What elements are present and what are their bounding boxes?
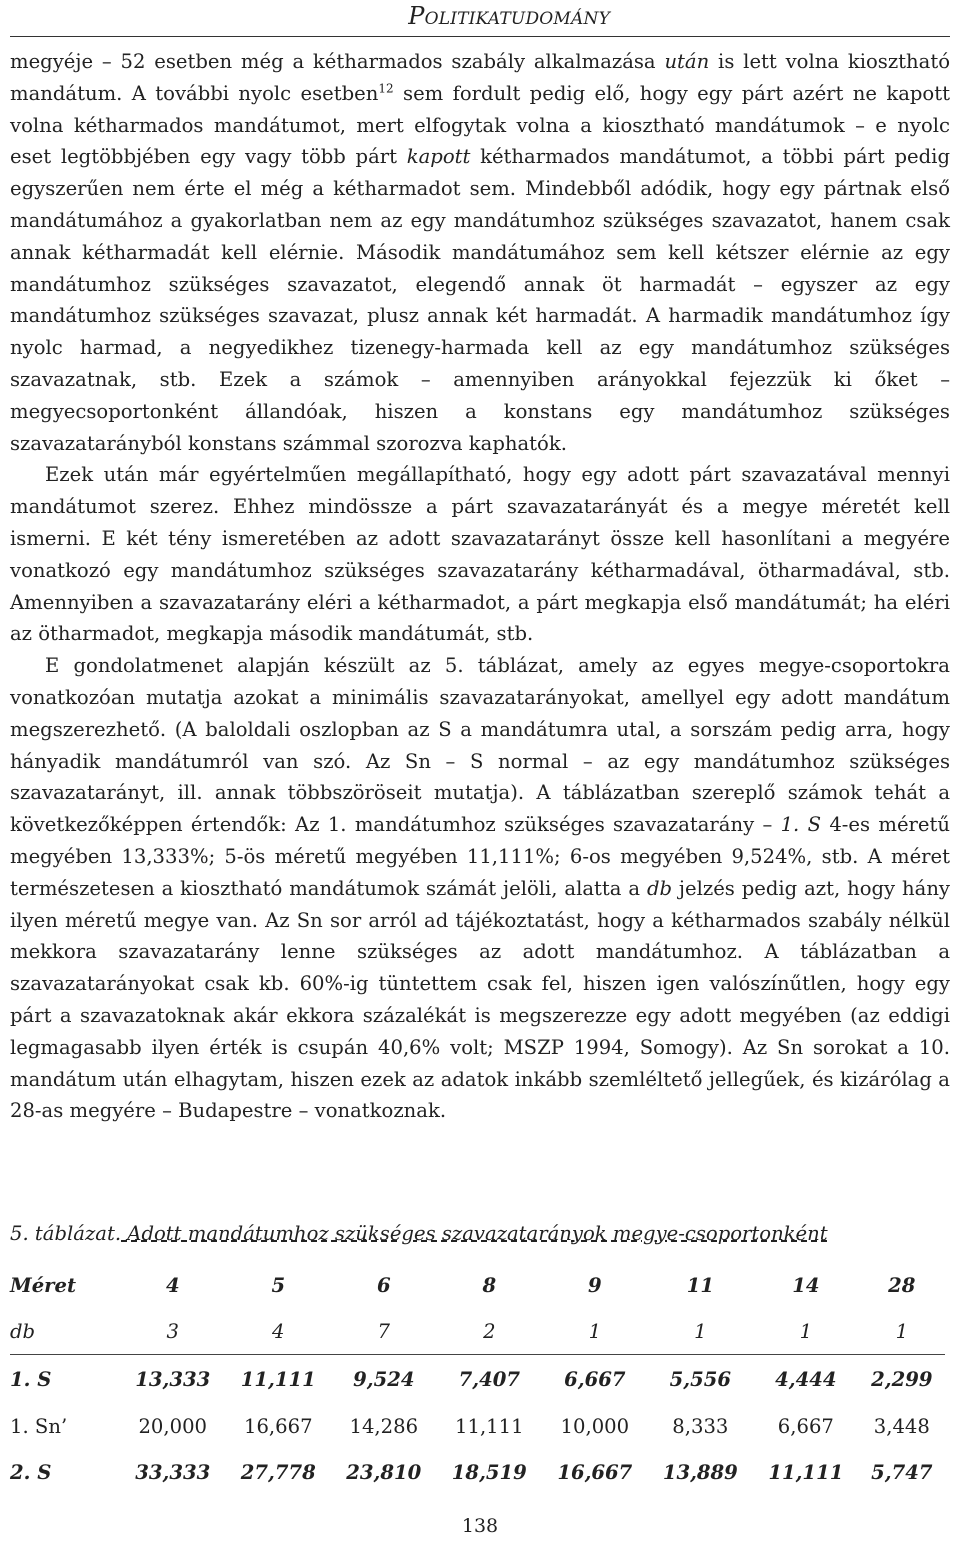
p1-text-d: sem fordult pedig elő, hogy egy párt azért ne kapott volna kétharmados mandátumot, mert elfogytak volna a kiosztható mandátumok – e nyolc eset legtöbbjében egy vagy több párt [10, 81, 950, 169]
table-cell: 3 [120, 1308, 226, 1355]
paragraph-2: Ezek után már egyértelműen megállapítható, hogy egy adott párt szavazatával mennyi mandátumot szerez. Ehhez mindössze a párt szavazatarányát és a megye méretét kell ismerni. E két tény ismeretében az adott szavazatarányt össze kell hasonlítani a megyére vonatkozó egy mandátumhoz szükséges szavazatarány kétharmadával, ötharmadával, stb. Amennyiben a szavazatarány eléri a kétharmadot, a párt megkapja első mandátumát; ha eléri az ötharmadot, megkapja második mandátumát, stb. [10, 463, 950, 646]
table-cell: 1 [542, 1308, 648, 1355]
paragraph-3 [10, 650, 950, 1127]
p3-text-e: jelzés pedig azt, hogy hány ilyen méretű megye van. Az Sn sor arról ad tájékoztatást, hogy a kétharmados szabály nélkül mekkora szavazatarány lenne szükséges az adott mandátumhoz. A táblázatban a szavazatarányokat csak kb. 60%-ig tüntettem csak fel, hiszen igen valószínűtlen, hogy egy párt a szavazatoknak akár ekkora százalékát is megszerezze egy adott megyében (az eddigi legmagasabb ilyen érték is csupán 40,6% volt; MSZP 1994, Somogy). Az Sn sorokat a 10. mandátum után elhagytam, hiszen ezek az adatok inkább szemléltető jellegűek, és kizárólag a 28-as megyére – Budapestre – vonatkoznak. [10, 876, 951, 1123]
row-label: 1. Sn’ [10, 1414, 68, 1438]
table-cell: 11,111 [240, 1367, 316, 1391]
table-cell: 6 [376, 1273, 391, 1297]
table-cell: 27,778 [240, 1460, 316, 1484]
body-text [10, 46, 950, 1127]
table-cell: 20,000 [138, 1414, 208, 1438]
p3-text-c: 4-es méretű megyében 13,333%; 5-ös méretű megyében 11,111%; 6-os megyében 9,524%, stb. A méret természetesen a kiosztható mandátumok számát jelöli, alatta a [10, 813, 950, 900]
row-label: Méret [10, 1273, 76, 1297]
table-cell: 11 [686, 1273, 714, 1297]
row-label: 2. S [10, 1460, 52, 1484]
p3-text-a: E gondolatmenet alapján készült az 5. táblázat, amely az egyes megye-csoportokra vonatkozóan mutatja azokat a minimális szavazatarányokat, amellyel egy adott mandátum megszerezhető. (A baloldali oszlopban az S a mandátumra utal, a sorszám pedig arra, hogy hányadik mandátumról van szó. Az Sn – S normal – az egy mandátumhoz szükséges szavazatarányt, ill. annak többszöröseit mutatja). A táblázatban szereplő számok tehát a következőképpen értendők: Az 1. mandátumhoz szükséges szavazatarány – [10, 654, 950, 837]
row-label: 1. S [10, 1367, 52, 1391]
table-cell: 4 [165, 1273, 180, 1297]
table-cell: 5 [271, 1273, 286, 1297]
table-caption [10, 1222, 828, 1245]
table-row-meret [10, 1262, 945, 1308]
caption-text: Adott mandátumhoz szükséges szavazatarányok megye-csoportonként [121, 1222, 828, 1245]
table-cell: 7,407 [458, 1367, 520, 1391]
table-cell: 8 [482, 1273, 497, 1297]
table-cell: 3,448 [873, 1414, 930, 1438]
table-cell: 2 [437, 1308, 543, 1355]
table-cell: 6,667 [777, 1414, 834, 1438]
table-cell: 5,556 [669, 1367, 732, 1391]
table-cell: 4 [226, 1308, 332, 1355]
table-row-1s [10, 1355, 945, 1404]
header-title: Politikatudomány [408, 2, 610, 30]
table-cell: 13,889 [662, 1460, 738, 1484]
table-cell: 6,667 [564, 1367, 626, 1391]
table-cell: 9 [588, 1273, 602, 1297]
table-cell: 5,747 [871, 1460, 933, 1484]
p3-italic-db: db [646, 876, 673, 900]
table-cell: 7 [331, 1308, 437, 1355]
table-row-db [10, 1308, 945, 1355]
table-cell: 23,810 [346, 1460, 422, 1484]
table-cell: 10,000 [560, 1414, 630, 1438]
table-cell: 28 [888, 1273, 916, 1297]
table-cell: 13,333 [135, 1367, 211, 1391]
row-label: db [10, 1308, 120, 1355]
table-row-2s [10, 1449, 945, 1495]
table-cell: 16,667 [557, 1460, 633, 1484]
table-row-1sn [10, 1403, 945, 1449]
p1-text-c: is lett volna kiosztható mandátum. A további nyolc esetben [10, 50, 951, 105]
table-cell: 33,333 [135, 1460, 211, 1484]
table-cell: 2,299 [871, 1367, 933, 1391]
p1-italic-utan: után [664, 50, 710, 73]
page-number: 138 [461, 1515, 499, 1537]
p3-italic-1s: 1. S [780, 813, 822, 837]
table-cell: 16,667 [243, 1414, 313, 1438]
table-cell: 11,111 [768, 1460, 844, 1484]
running-header [10, 0, 950, 37]
caption-number: 5. táblázat. [10, 1222, 122, 1245]
table-cell: 14,286 [349, 1414, 419, 1438]
table-cell: 1 [648, 1308, 754, 1355]
table-cell: 11,111 [455, 1414, 524, 1438]
table-cell: 9,524 [353, 1367, 415, 1391]
table-cell: 18,519 [451, 1460, 527, 1484]
p1-italic-kapott: kapott [406, 145, 471, 169]
p1-text-a: megyéje – 52 esetben még a kétharmados szabály alkalmazása [10, 50, 665, 73]
p1-text-f: kétharmados mandátumot, a többi párt pedig egyszerűen nem érte el még a kétharmadot sem. Mindebből adódik, hogy egy pártnak első mandátumához a gyakorlatban nem az egy mandátumhoz szükséges szavazatot, hanem csak annak kétharmadát kell elérnie. Második mandátumához sem kell kétszer elérnie az egy mandátumhoz szükséges szavazatot, elegendő annak öt harmadát – egyszer az egy mandátumhoz szükséges szavazat, plusz annak két harmadát. A harmadik mandátumhoz így nyolc harmad, a negyedikhez tizenegy-harmada kell az egy mandátumhoz szükséges szavazatnak, stb. Ezek a számok – amennyiben arányokkal fejezzük ki őket – megyecsoportonként állandóak, hiszen a konstans egy mandátumhoz szükséges szavazatarányból konstans számmal szorozva kaphatók. [10, 145, 950, 455]
table-cell: 4,444 [775, 1367, 837, 1391]
table-cell: 14 [792, 1273, 820, 1297]
table-cell: 1 [753, 1308, 859, 1355]
paragraph-1 [10, 46, 950, 459]
seat-threshold-table [10, 1262, 945, 1495]
table-cell: 8,333 [672, 1414, 729, 1438]
footnote-ref: 12 [378, 81, 394, 96]
table-cell: 1 [859, 1308, 945, 1355]
